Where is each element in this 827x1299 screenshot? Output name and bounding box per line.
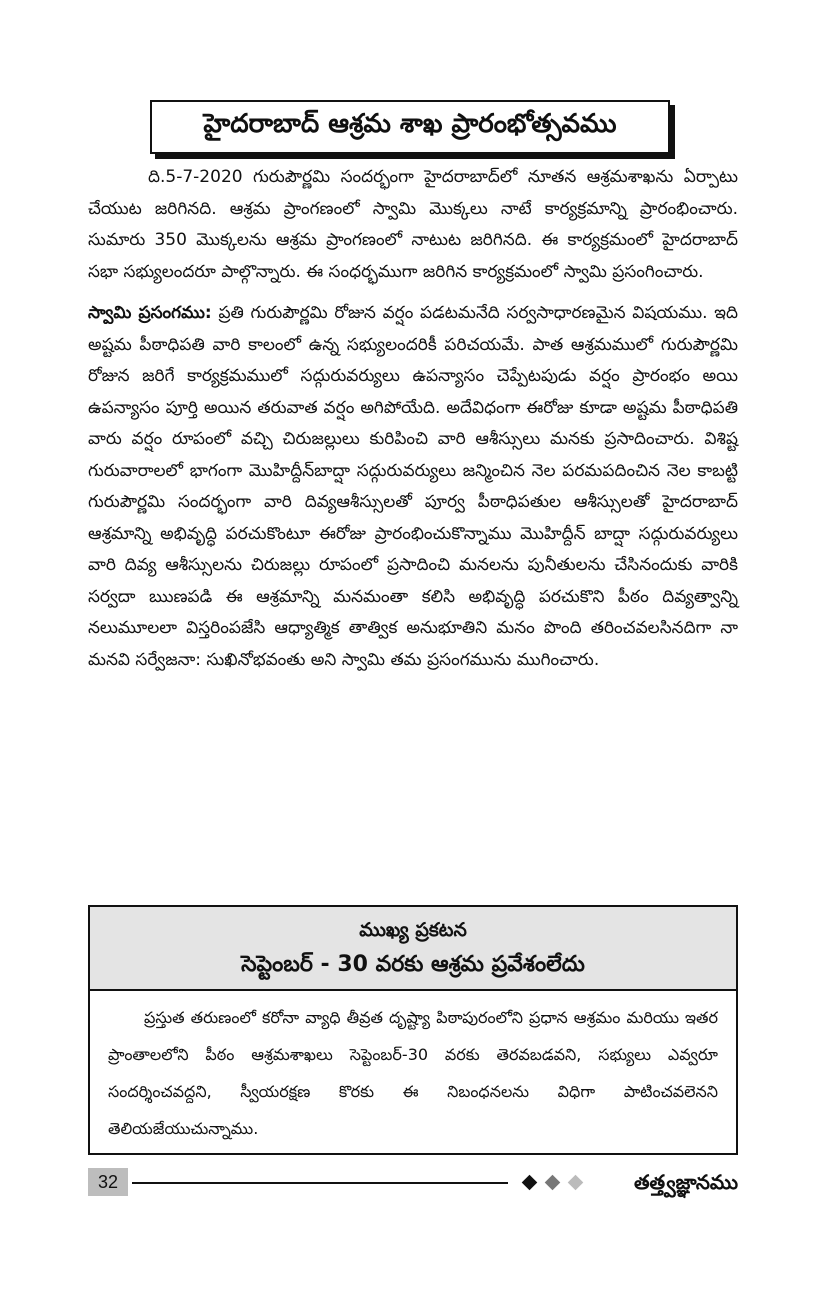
footer-ornament: [522, 1173, 583, 1192]
footer-rule: [132, 1182, 508, 1184]
speech-label: స్వామి ప్రసంగము:: [88, 303, 212, 323]
article: [88, 162, 738, 686]
page-title: హైదరాబాద్ ఆశ్రమ శాఖ ప్రారంభోత్సవము: [203, 109, 617, 139]
page-number: 32: [88, 1168, 128, 1196]
diamond-icon: [568, 1175, 584, 1191]
notice-body: ప్రస్తుత తరుణంలో కరోనా వ్యాధి తీవ్రత దృష్ట్యా పిఠాపురంలోని ప్రధాన ఆశ్రమం మరియు ఇతర ప్రాంతాలలోని పీఠం ఆశ్రమశాఖలు సెప్టెంబర్-30 వరకు తెరవబడవని, సభ్యులు ఎవ్వరూ సందర్శించవద్దని, స్వీయరక్షణ కొరకు ఈ నిబంధనలను విధిగా పాటించవలెనని తెలియజేయుచున్నాము.: [108, 1008, 718, 1138]
speech-text: ప్రతి గురుపౌర్ణమి రోజున వర్షం పడటమనేది సర్వసాధారణమైన విషయము. ఇది అష్టమ పీఠాధిపతి వారి కాలంలో ఉన్న సభ్యులందరికీ పరిచయమే. పాత ఆశ్రమములో గురుపౌర్ణమి రోజున జరిగే కార్యక్రమములో సద్గురువర్యులు ఉపన్యాసం చెప్పేటపుడు వర్షం ప్రారంభం అయి ఉపన్యాసం పూర్తి అయిన తరువాత వర్షం అగిపోయేది. అదేవిధంగా ఈరోజు కూడా అష్టమ పీఠాధిపతి వారు వర్షం రూపంలో వచ్చి చిరుజల్లులు కురిపించి వారి ఆశీస్సులు మనకు ప్రసాదించారు. విశిష్ట గురువారాలలో భాగంగా మొహిద్దీన్‌బాద్షా సద్గురువర్యులు జన్మించిన నెల పరమపదించిన నెల కాబట్టి గురుపౌర్ణమి సందర్భంగా వారి దివ్యఆశీస్సులతో పూర్వ పీఠాధిపతుల ఆశీస్సులతో హైదరాబాద్ ఆశ్రమాన్ని అభివృద్ధి పరచుకొంటూ ఈరోజు ప్రారంభించుకొన్నాము మొహిద్దీన్ బాద్షా సద్గురువర్యులు వారి దివ్య ఆశీస్సులను చిరుజల్లు రూపంలో ప్రసాదించి మనలను పునీతులను చేసినందుకు వారికి సర్వదా ఋణపడి ఈ ఆశ్రమాన్ని మనమంతా కలిసి అభివృద్ధి పరచుకొని పీఠం దివ్యత్వాన్ని నలుమూలలా విస్తరింపజేసి ఆధ్యాత్మిక తాత్విక అనుభూతిని మనం పొంది తరించవలసినదిగా నా మనవి సర్వేజనా: సుఖినోభవంతు అని స్వామి తమ ప్రసంగమును ముగించారు.: [88, 303, 738, 670]
publication-name: తత్త్వజ్ఞానము: [633, 1170, 738, 1194]
notice-header: [90, 907, 736, 991]
notice-box: [88, 905, 738, 1155]
notice-heading: ముఖ్య ప్రకటన: [359, 919, 467, 941]
title-box: [150, 100, 670, 154]
article-paragraph-1: ది.5-7-2020 గురుపౌర్ణమి సందర్భంగా హైదరాబాద్‌లో నూతన ఆశ్రమశాఖను ఏర్పాటు చేయుట జరిగినది. ఆశ్రమ ప్రాంగణంలో స్వామి మొక్కలు నాటే కార్యక్రమాన్ని ప్రారంభించారు. సుమారు 350 మొక్కలను ఆశ్రమ ప్రాంగణంలో నాటుట జరిగినది. ఈ కార్యక్రమంలో హైదరాబాద్ సభా సభ్యులందరూ పాల్గొన్నారు. ఈ సంధర్భముగా జరిగిన కార్యక్రమంలో స్వామి ప్రసంగించారు.: [88, 167, 738, 282]
notice-subheading: సెప్టెంబర్ - 30 వరకు ఆశ్రమ ప్రవేశంలేదు: [241, 952, 585, 977]
diamond-icon: [545, 1175, 561, 1191]
article-paragraph-2: [88, 298, 738, 676]
page-footer: [88, 1168, 738, 1196]
diamond-icon: [522, 1175, 538, 1191]
